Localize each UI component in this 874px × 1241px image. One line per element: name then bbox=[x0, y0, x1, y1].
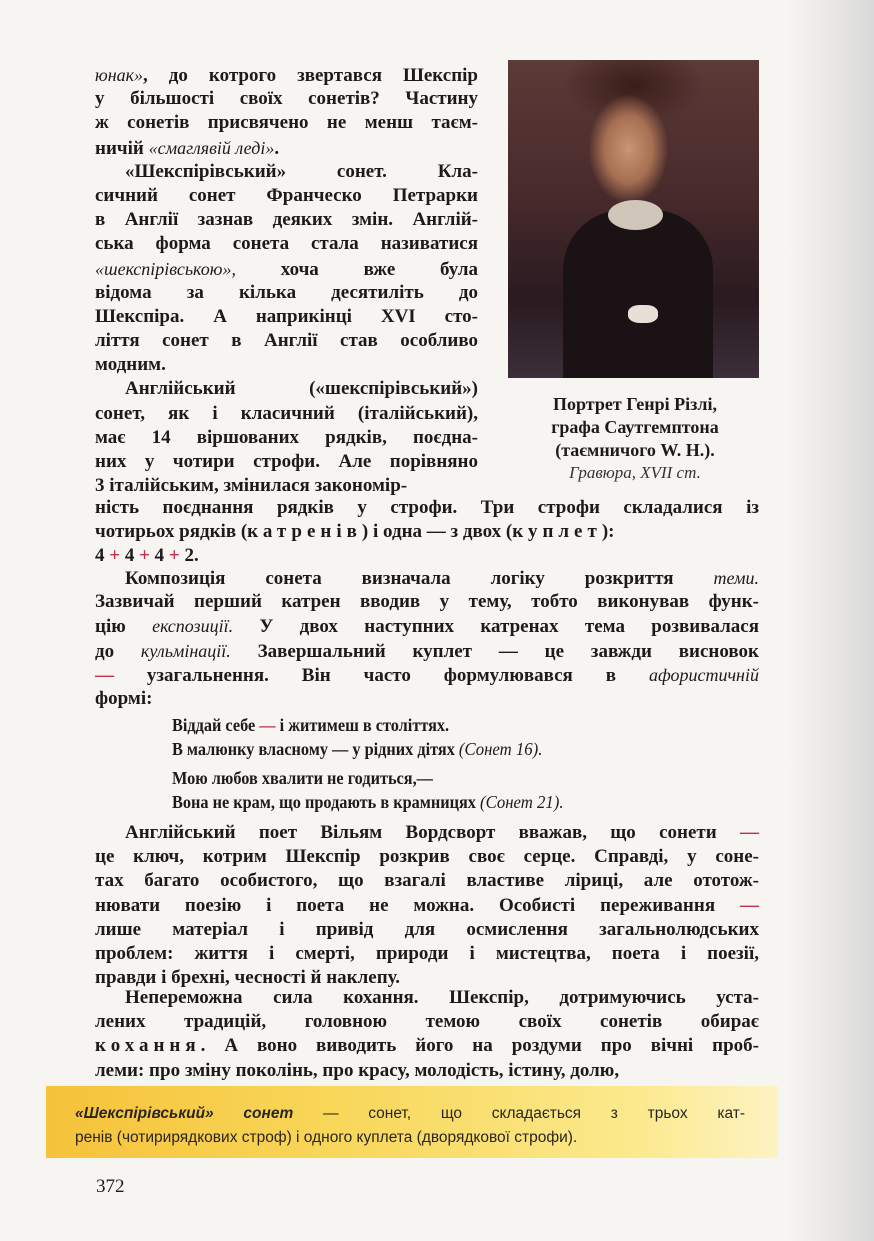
text-run: тах багато особистого, що взагалі властиве ліриці, але ототож- bbox=[95, 870, 759, 892]
italic-term: афористичній bbox=[648, 664, 759, 685]
text-line bbox=[95, 87, 478, 111]
caption-line: (таємничого W. H.). bbox=[555, 440, 715, 460]
text-run: відома за кілька десятиліть до bbox=[95, 281, 478, 303]
red-mark: — bbox=[259, 715, 276, 735]
text-run: Зазвичай перший катрен вводив у тему, тобто виконував функ- bbox=[95, 591, 759, 613]
text-line bbox=[95, 1034, 759, 1058]
red-mark: + bbox=[139, 545, 150, 567]
definition-line: ренів (чотирирядкових строф) і одного куплета (дворядкової строфи). bbox=[75, 1129, 578, 1146]
text-line bbox=[95, 450, 478, 474]
text-run: ) і одна — з двох ( bbox=[361, 521, 513, 543]
page-number: 372 bbox=[96, 1176, 125, 1197]
text-run: них у чотири строфи. Але порівняно bbox=[95, 451, 478, 472]
spaced-term: кохання bbox=[95, 1035, 201, 1057]
text-run: У двох наступних катренах тема розвивалася bbox=[233, 616, 759, 638]
caption-line: графа Саутгемптона bbox=[551, 417, 719, 437]
text-line bbox=[95, 232, 478, 256]
text-run: 2. bbox=[179, 545, 199, 567]
text-line bbox=[95, 986, 759, 1010]
text-run: Віддай себе bbox=[172, 715, 260, 735]
portrait-image bbox=[508, 60, 759, 378]
poem-quotes bbox=[172, 713, 732, 814]
text-run: у більшості своїх сонетів? Частину bbox=[95, 88, 478, 110]
caption-line: Портрет Генрі Різлі, bbox=[553, 394, 717, 414]
italic-term: кульмінації. bbox=[140, 640, 231, 661]
text-run: хоча вже була bbox=[236, 258, 478, 280]
italic-term: експозиції. bbox=[152, 616, 234, 637]
text-line bbox=[95, 474, 478, 498]
text-run: лених традицій, головною темою своїх сонетів обирає bbox=[95, 1011, 759, 1033]
text-run: ж сонетів присвячено не менш таєм- bbox=[95, 112, 478, 134]
italic-term: «шекспірівською», bbox=[95, 258, 236, 279]
text-line bbox=[95, 257, 478, 281]
paragraph-wordsworth bbox=[95, 821, 759, 990]
text-run: в Англії зазнав деяких змін. Англій- bbox=[95, 209, 478, 231]
text-line bbox=[95, 496, 759, 520]
text-run: це ключ, котрим Шекспір розкрив своє серце. Справді, у соне- bbox=[95, 846, 759, 868]
text-line bbox=[95, 687, 759, 711]
red-mark: — bbox=[740, 822, 759, 843]
text-run: Мою любов хвалити не годиться,— bbox=[172, 768, 433, 788]
text-run: ничій bbox=[95, 137, 149, 159]
text-run: леми: про зміну поколінь, про красу, молодість, істину, долю, bbox=[95, 1059, 620, 1081]
text-run: до bbox=[95, 640, 141, 662]
text-line bbox=[95, 869, 759, 893]
italic-term: «смаглявій леді» bbox=[148, 137, 275, 158]
italic-term: теми. bbox=[713, 568, 759, 588]
definition-text bbox=[75, 1102, 745, 1150]
text-run: . А воно виводить його на роздуми про вічні проб- bbox=[200, 1035, 759, 1057]
red-mark: + bbox=[109, 545, 121, 567]
paragraph-sonnet-structure bbox=[95, 496, 759, 569]
text-run: ліття сонет в Англії став особливо bbox=[95, 330, 478, 352]
text-line bbox=[95, 566, 759, 590]
text-line bbox=[95, 520, 759, 544]
text-run: 4 bbox=[149, 545, 169, 567]
text-run: правди і брехні, чесності й наклепу. bbox=[95, 967, 401, 989]
text-line bbox=[95, 136, 478, 160]
text-run: сичний сонет Франческо Петрарки bbox=[95, 184, 478, 206]
text-run: має 14 віршованих рядків, поєдна- bbox=[95, 426, 478, 448]
text-run: і житимеш в століттях. bbox=[275, 715, 450, 735]
text-run: 3 італійським, змінилася закономір- bbox=[95, 475, 408, 497]
text-run: ність поєднання рядків у строфи. Три строфи складалися із bbox=[95, 497, 759, 518]
text-run: . bbox=[274, 137, 280, 159]
spaced-term: катренів bbox=[247, 521, 362, 543]
caption-source: Гравюра, XVII ст. bbox=[569, 463, 701, 482]
text-run: Завершальний куплет — це завжди висновок bbox=[230, 640, 759, 662]
text-run: 4 bbox=[95, 545, 110, 567]
text-line bbox=[95, 544, 759, 568]
portrait-collar bbox=[608, 200, 663, 230]
spaced-term: куплет bbox=[512, 521, 602, 543]
text-run: проблем: життя і смерті, природи і мистецтва, поета і поезії, bbox=[95, 942, 759, 964]
text-line bbox=[95, 821, 759, 845]
poem-line bbox=[172, 766, 693, 790]
text-run: Композиція сонета визначала логіку розкриття bbox=[125, 568, 714, 589]
left-column-text bbox=[95, 63, 478, 498]
portrait-caption bbox=[520, 393, 750, 484]
text-line bbox=[95, 111, 478, 135]
paragraph-love bbox=[95, 986, 759, 1083]
red-mark: — bbox=[740, 894, 759, 916]
text-line bbox=[95, 329, 478, 353]
text-line bbox=[95, 942, 759, 966]
portrait-hand bbox=[628, 305, 658, 323]
definition-term: «Шекспірівський» сонет bbox=[75, 1105, 294, 1122]
text-run: нювати поезію і поета не можна. Особисті переживання bbox=[95, 894, 740, 916]
text-run: Шекспіра. А наприкінці XVI сто- bbox=[95, 305, 478, 327]
poem-line bbox=[172, 737, 693, 761]
text-run: сонет, як і класичний (італійський), bbox=[95, 402, 478, 424]
italic-term: (Сонет 21). bbox=[480, 792, 564, 812]
text-run: формі: bbox=[95, 687, 153, 709]
text-line bbox=[95, 590, 759, 614]
text-run: Вона не крам, що продають в крамницях bbox=[172, 792, 481, 812]
text-run: В малюнку власному — у рідних дітях bbox=[172, 739, 459, 759]
text-line bbox=[95, 1059, 759, 1083]
text-run: модним. bbox=[95, 354, 166, 376]
text-line bbox=[95, 1010, 759, 1034]
text-line bbox=[95, 894, 759, 918]
text-run: 4 bbox=[120, 545, 140, 567]
text-line bbox=[95, 184, 478, 208]
text-run: Англійський («шекспірівський») bbox=[125, 378, 478, 400]
text-line bbox=[95, 281, 478, 305]
text-line bbox=[95, 63, 478, 87]
definition-line bbox=[75, 1102, 745, 1126]
definition-body: — сонет, що складається з трьох кат- bbox=[293, 1105, 746, 1122]
poem-line bbox=[172, 713, 693, 737]
text-line bbox=[95, 377, 478, 401]
text-line bbox=[95, 614, 759, 638]
text-run: лише матеріал і привід для осмислення загальнолюдських bbox=[95, 918, 759, 940]
text-run: «Шекспірівський» сонет. Кла- bbox=[125, 160, 478, 182]
italic-term: (Сонет 16). bbox=[458, 739, 543, 759]
text-run: Непереможна сила кохання. Шекспір, дотримуючись уста- bbox=[125, 987, 759, 1008]
text-line bbox=[95, 845, 759, 869]
italic-term: юнак» bbox=[95, 65, 144, 85]
text-run: ): bbox=[601, 521, 615, 543]
paragraph-composition bbox=[95, 566, 759, 711]
text-line bbox=[95, 639, 759, 663]
text-line bbox=[95, 305, 478, 329]
text-line bbox=[95, 160, 478, 184]
poem-line bbox=[172, 790, 693, 814]
text-line bbox=[95, 402, 478, 426]
red-mark: + bbox=[168, 545, 180, 567]
text-line bbox=[95, 353, 478, 377]
text-run: цію bbox=[95, 616, 153, 638]
text-line bbox=[95, 208, 478, 232]
text-line bbox=[95, 426, 478, 450]
text-line bbox=[95, 663, 759, 687]
text-run: чотирьох рядків ( bbox=[95, 521, 248, 543]
text-run: узагальнення. Він часто формулювався в bbox=[114, 664, 649, 686]
text-line bbox=[95, 918, 759, 942]
text-run: ська форма сонета стала називатися bbox=[95, 233, 478, 255]
portrait-figure bbox=[563, 210, 713, 378]
text-run: , до котрого звертався Шекспір bbox=[143, 65, 478, 86]
text-run: Англійський поет Вільям Вордсворт вважав, що сонети bbox=[125, 822, 740, 843]
red-mark: — bbox=[95, 664, 114, 686]
